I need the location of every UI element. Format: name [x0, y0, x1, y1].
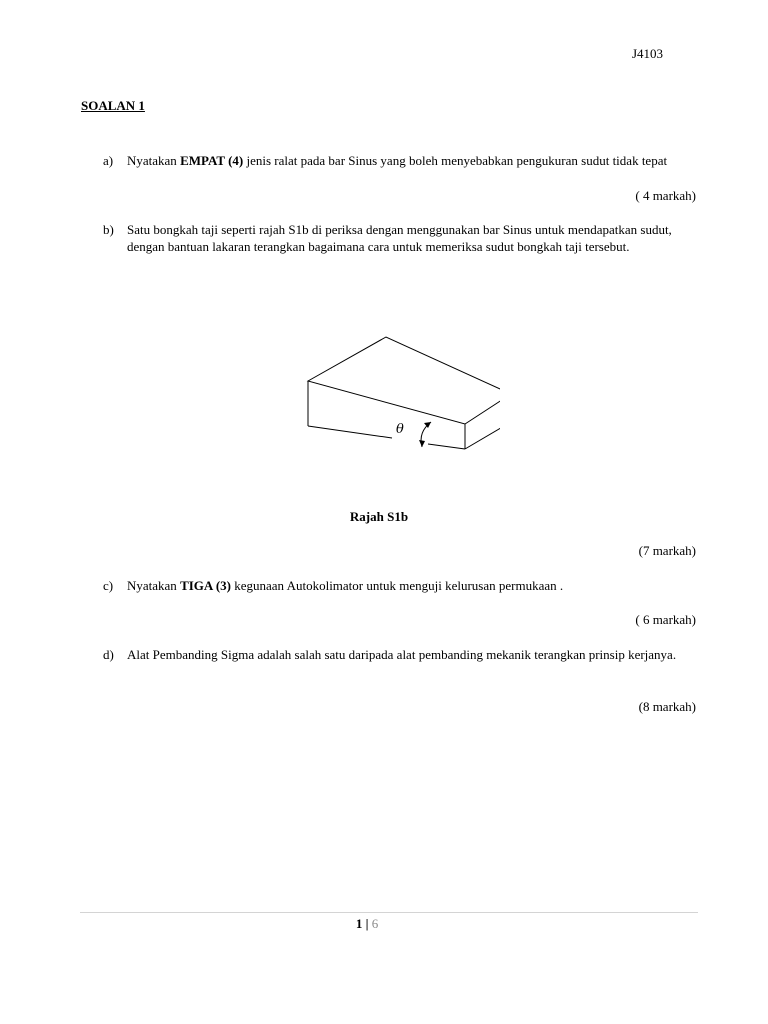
question-a-text	[127, 152, 697, 169]
question-c-text	[127, 577, 697, 594]
page-number-separator: |	[362, 916, 372, 931]
question-d	[103, 646, 703, 663]
question-c-text-bold: TIGA (3)	[180, 578, 231, 593]
question-c	[103, 577, 703, 594]
question-b-letter: b)	[103, 222, 114, 237]
question-a-marks: ( 4 markah)	[635, 188, 696, 203]
question-b-text: Satu bongkah taji seperti rajah S1b di periksa dengan menggunakan bar Sinus untuk mendapatkan sudut, dengan bantuan lakaran terangkan bagaimana cara untuk memeriksa sudut bongkah taji tersebut.	[127, 222, 672, 254]
question-a-text-bold: EMPAT (4)	[180, 153, 244, 168]
question-a	[103, 152, 703, 169]
question-a-text-pre: Nyatakan	[127, 153, 181, 168]
question-c-marks: ( 6 markah)	[635, 612, 696, 627]
footer-divider	[80, 912, 698, 913]
question-c-text-pre: Nyatakan	[127, 578, 181, 593]
question-d-marks: (8 markah)	[638, 699, 696, 714]
angle-theta-label: θ	[396, 422, 404, 437]
question-d-letter: d)	[103, 647, 114, 662]
page-number	[0, 915, 734, 932]
question-c-letter: c)	[103, 578, 114, 593]
page-number-current: 1	[355, 916, 363, 931]
question-d-text: Alat Pembanding Sigma adalah salah satu daripada alat pembanding mekanik terangkan prinsip kerjanya.	[127, 647, 677, 662]
section-heading: SOALAN 1	[81, 98, 145, 113]
wedge-block-figure	[300, 330, 500, 464]
wedge-right-bottom-edge	[465, 422, 500, 449]
angle-arrow-bottom	[419, 440, 425, 447]
question-b	[103, 221, 703, 255]
wedge-block-drawing	[300, 330, 500, 460]
figure-caption: Rajah S1b	[349, 509, 409, 524]
question-a-text-post: jenis ralat pada bar Sinus yang boleh menyebabkan pengukuran sudut tidak tepat	[243, 153, 668, 168]
wedge-bottom-edge-right	[428, 444, 465, 449]
document-code: J4103	[632, 46, 664, 61]
question-c-text-post: kegunaan Autokolimator untuk menguji kelurusan permukaan .	[230, 578, 564, 593]
question-a-letter: a)	[103, 153, 114, 168]
wedge-top-face	[308, 337, 500, 424]
question-b-marks: (7 markah)	[638, 543, 696, 558]
angle-arrow-top	[424, 422, 431, 428]
page-number-total: 6	[371, 916, 379, 931]
wedge-bottom-edge-left	[308, 426, 392, 438]
